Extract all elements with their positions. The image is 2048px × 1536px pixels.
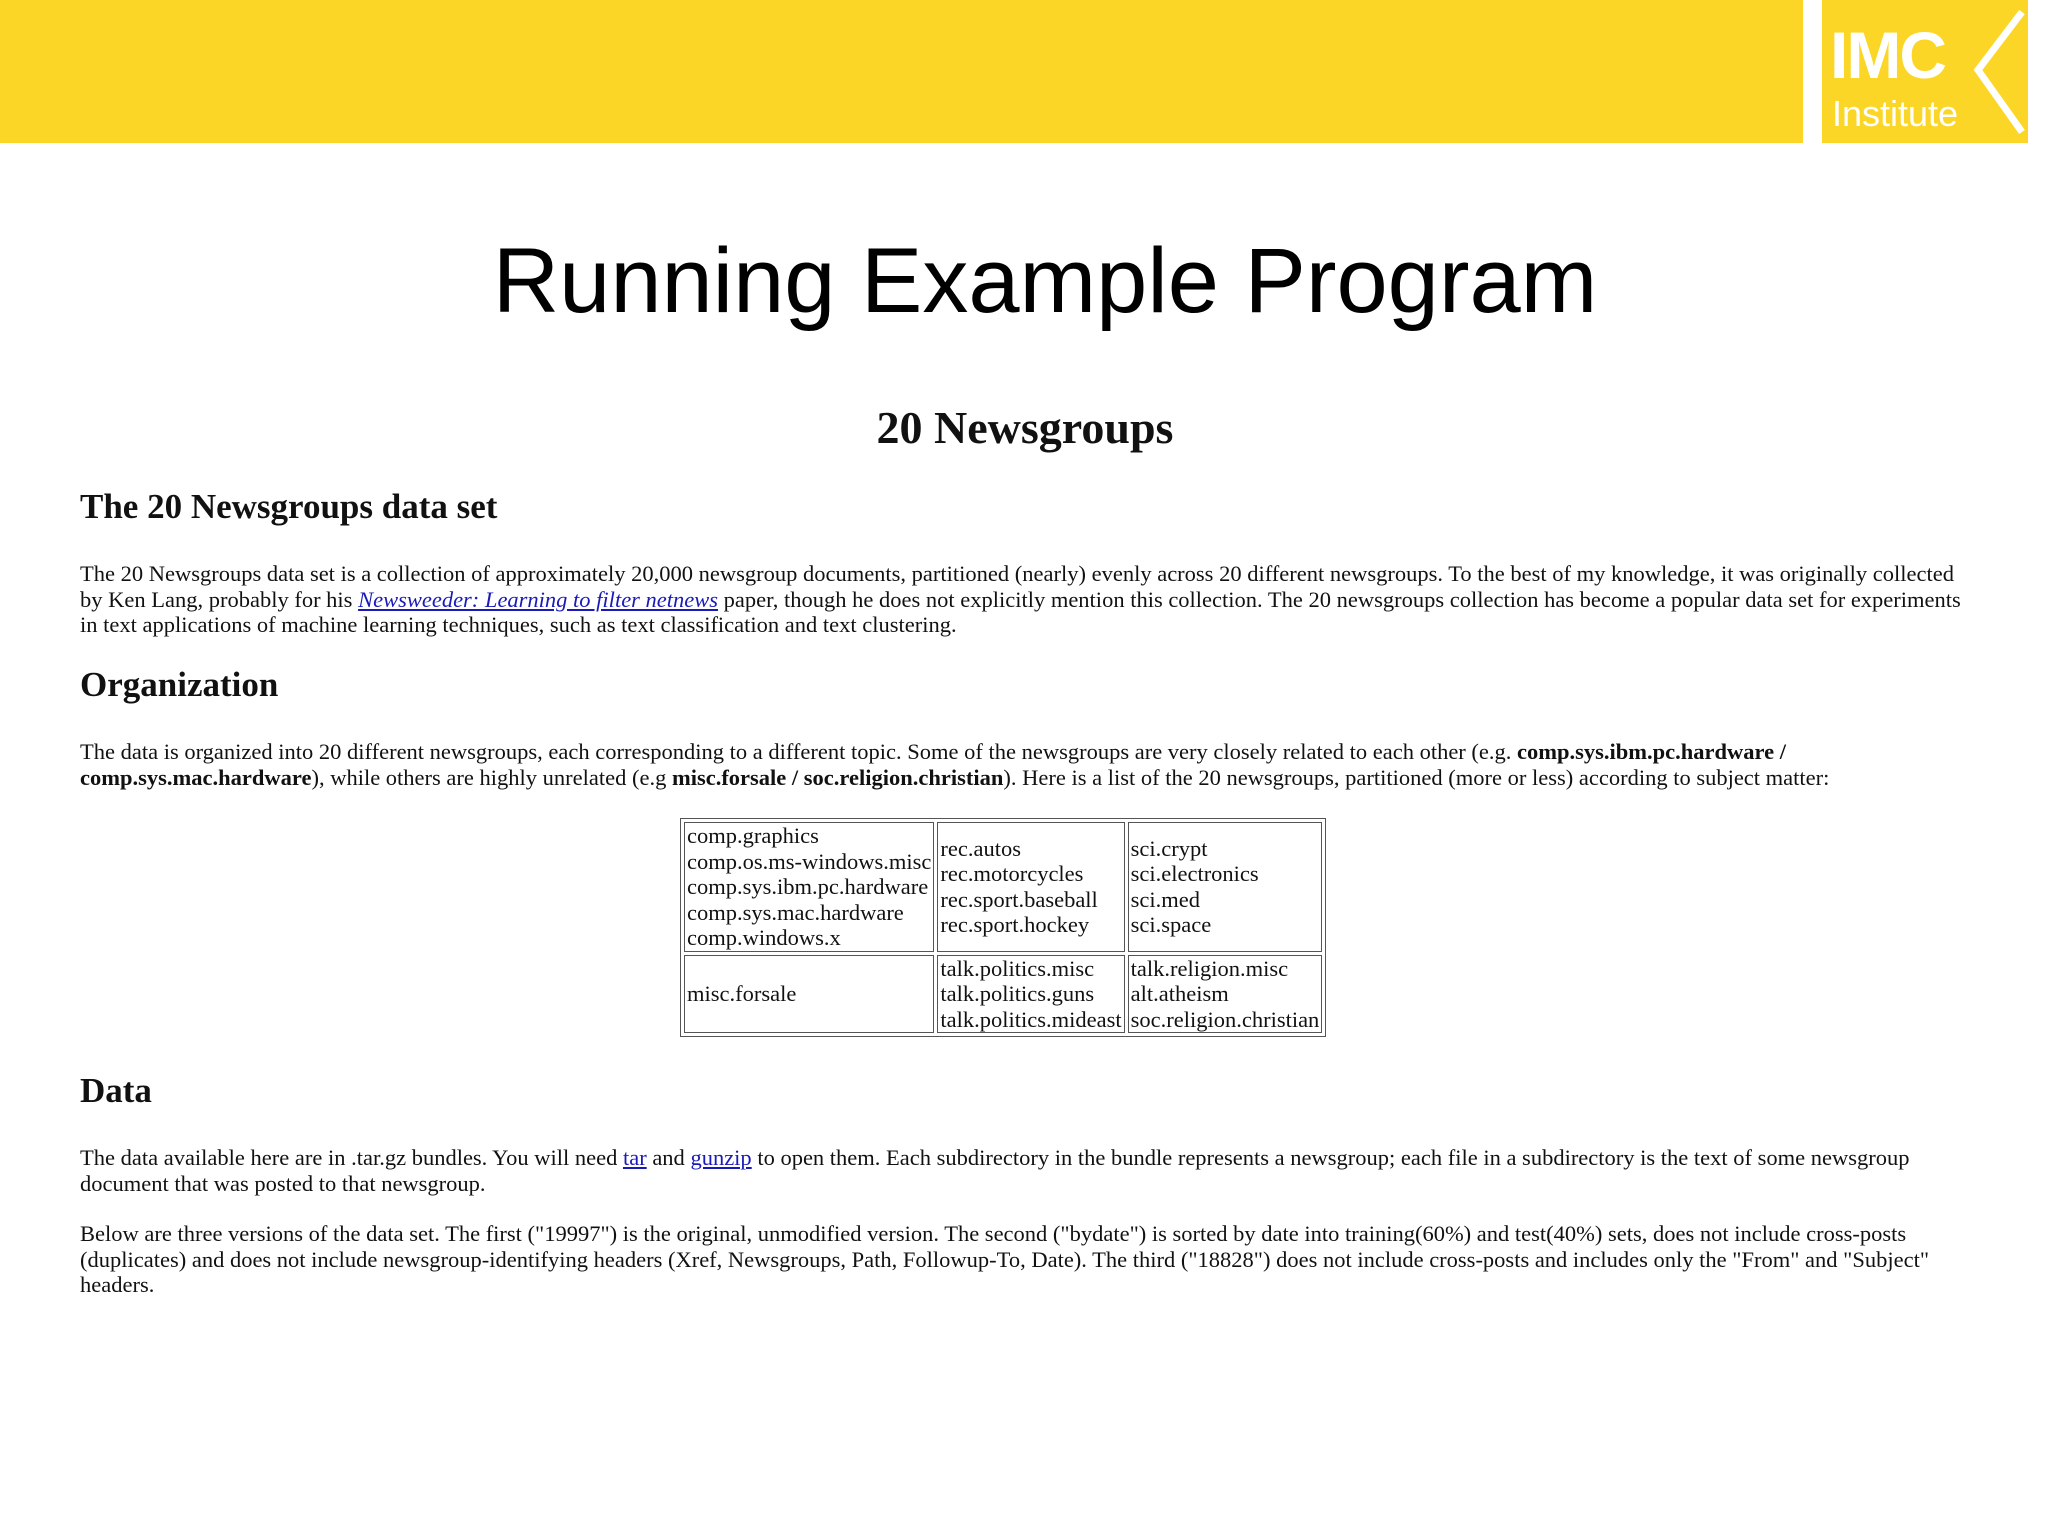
bold-example-related: comp.sys.ibm.pc.hardware / comp.sys.mac.hardware [80, 739, 1786, 790]
newsgroup-name: comp.sys.ibm.pc.hardware [687, 874, 929, 899]
newsgroup-name: sci.electronics [1130, 861, 1259, 887]
newsgroup-name: comp.os.ms-windows.misc [687, 848, 932, 874]
table-cell [937, 822, 1124, 952]
newsgroup-name: sci.med [1130, 886, 1200, 912]
text-segment: ). Here is a list of the 20 newsgroups, partitioned (more or less) according to subject matter: [1003, 764, 1830, 790]
imc-institute-logo [1822, 0, 2028, 143]
text-segment: and [646, 1145, 691, 1170]
newsgroup-name: talk.politics.guns [940, 981, 1095, 1006]
logo-text-institute: Institute [1832, 93, 1959, 134]
heading-dataset: The 20 Newsgroups data set [80, 487, 498, 526]
paragraph-organization [80, 739, 1970, 790]
gunzip-link[interactable]: gunzip [690, 1145, 752, 1170]
newsgroup-name: talk.religion.misc [1130, 955, 1289, 981]
newsgroup-name: comp.windows.x [687, 925, 841, 950]
newsgroup-name: rec.motorcycles [940, 861, 1084, 887]
newsgroup-name: rec.sport.baseball [940, 886, 1098, 912]
table-cell [1128, 822, 1323, 952]
newsgroup-name: talk.politics.misc [940, 955, 1095, 981]
paragraph-data-versions: Below are three versions of the data set. The first ("19997") is the original, unmodified version. The second ("bydate") is sorted by date into training(60%) and test(40%) sets, does not include cross-posts (duplicates) and does not include newsgroup-identifying headers (Xref, Newsgroups, Path, Followup-To, Date). The third ("18828") does not include cross-posts and includes only the "From" and "Subject" headers. [80, 1221, 1929, 1297]
newsgroup-name: sci.space [1130, 912, 1212, 938]
text-segment: ), while others are highly unrelated (e.g [311, 764, 672, 790]
newsgroups-table [680, 818, 1326, 1037]
newsgroup-name: misc.forsale [687, 981, 797, 1006]
newsgroup-name: rec.sport.hockey [940, 912, 1090, 938]
heading-organization: Organization [80, 665, 279, 704]
newsgroup-name: comp.graphics [687, 823, 819, 848]
paragraph-dataset [80, 561, 1970, 638]
newsgroup-name: soc.religion.christian [1130, 1006, 1320, 1032]
page-title: 20 Newsgroups [876, 402, 1174, 453]
newsgroup-name: sci.crypt [1130, 835, 1208, 861]
logo-text-imc: IMC [1830, 18, 1945, 92]
tar-link[interactable]: tar [622, 1145, 647, 1170]
table-row [684, 822, 1322, 952]
text-segment: The 20 Newsgroups data set is a collection of approximately 20,000 newsgroup documents, partitioned (nearly) evenly across 20 different newsgroups. To the best of my knowledge, it was originally collected by Ken Lang, probably for his [80, 561, 1954, 612]
text-segment: The data is organized into 20 different newsgroups, each corresponding to a different topic. Some of the newsgroups are very closely related to each other (e.g. [80, 739, 1518, 764]
text-segment: to open them. Each subdirectory in the bundle represents a newsgroup; each file in a subdirectory is the text of some newsgroup document that was posted to that newsgroup. [80, 1145, 1910, 1196]
bold-example-unrelated: misc.forsale / soc.religion.christian [671, 764, 1004, 790]
newsgroup-name: rec.autos [940, 835, 1021, 861]
newsgroup-name: talk.politics.mideast [940, 1006, 1122, 1032]
table-row [684, 955, 1322, 1034]
newsgroup-name: comp.sys.mac.hardware [687, 899, 904, 925]
slide-title: Running Example Program [492, 230, 1598, 332]
logo-chevron-icon [1972, 8, 2028, 138]
newsgroup-name: alt.atheism [1130, 981, 1229, 1006]
table-cell [684, 822, 934, 952]
header-bar [0, 0, 2048, 143]
text-segment: The data available here are in .tar.gz bundles. You will need [80, 1145, 623, 1170]
text-segment: paper, though he does not explicitly mention this collection. The 20 newsgroups collection has become a popular data set for experiments in text applications of machine learning techniques, such as text classification and text clustering. [80, 586, 1961, 637]
newsweeder-link[interactable]: Newsweeder: Learning to filter netnews [358, 586, 719, 612]
table-cell [937, 955, 1124, 1034]
table-cell [1128, 955, 1323, 1034]
table-cell [684, 955, 934, 1034]
paragraph-data-bundles [80, 1145, 1970, 1196]
heading-data: Data [80, 1071, 152, 1110]
